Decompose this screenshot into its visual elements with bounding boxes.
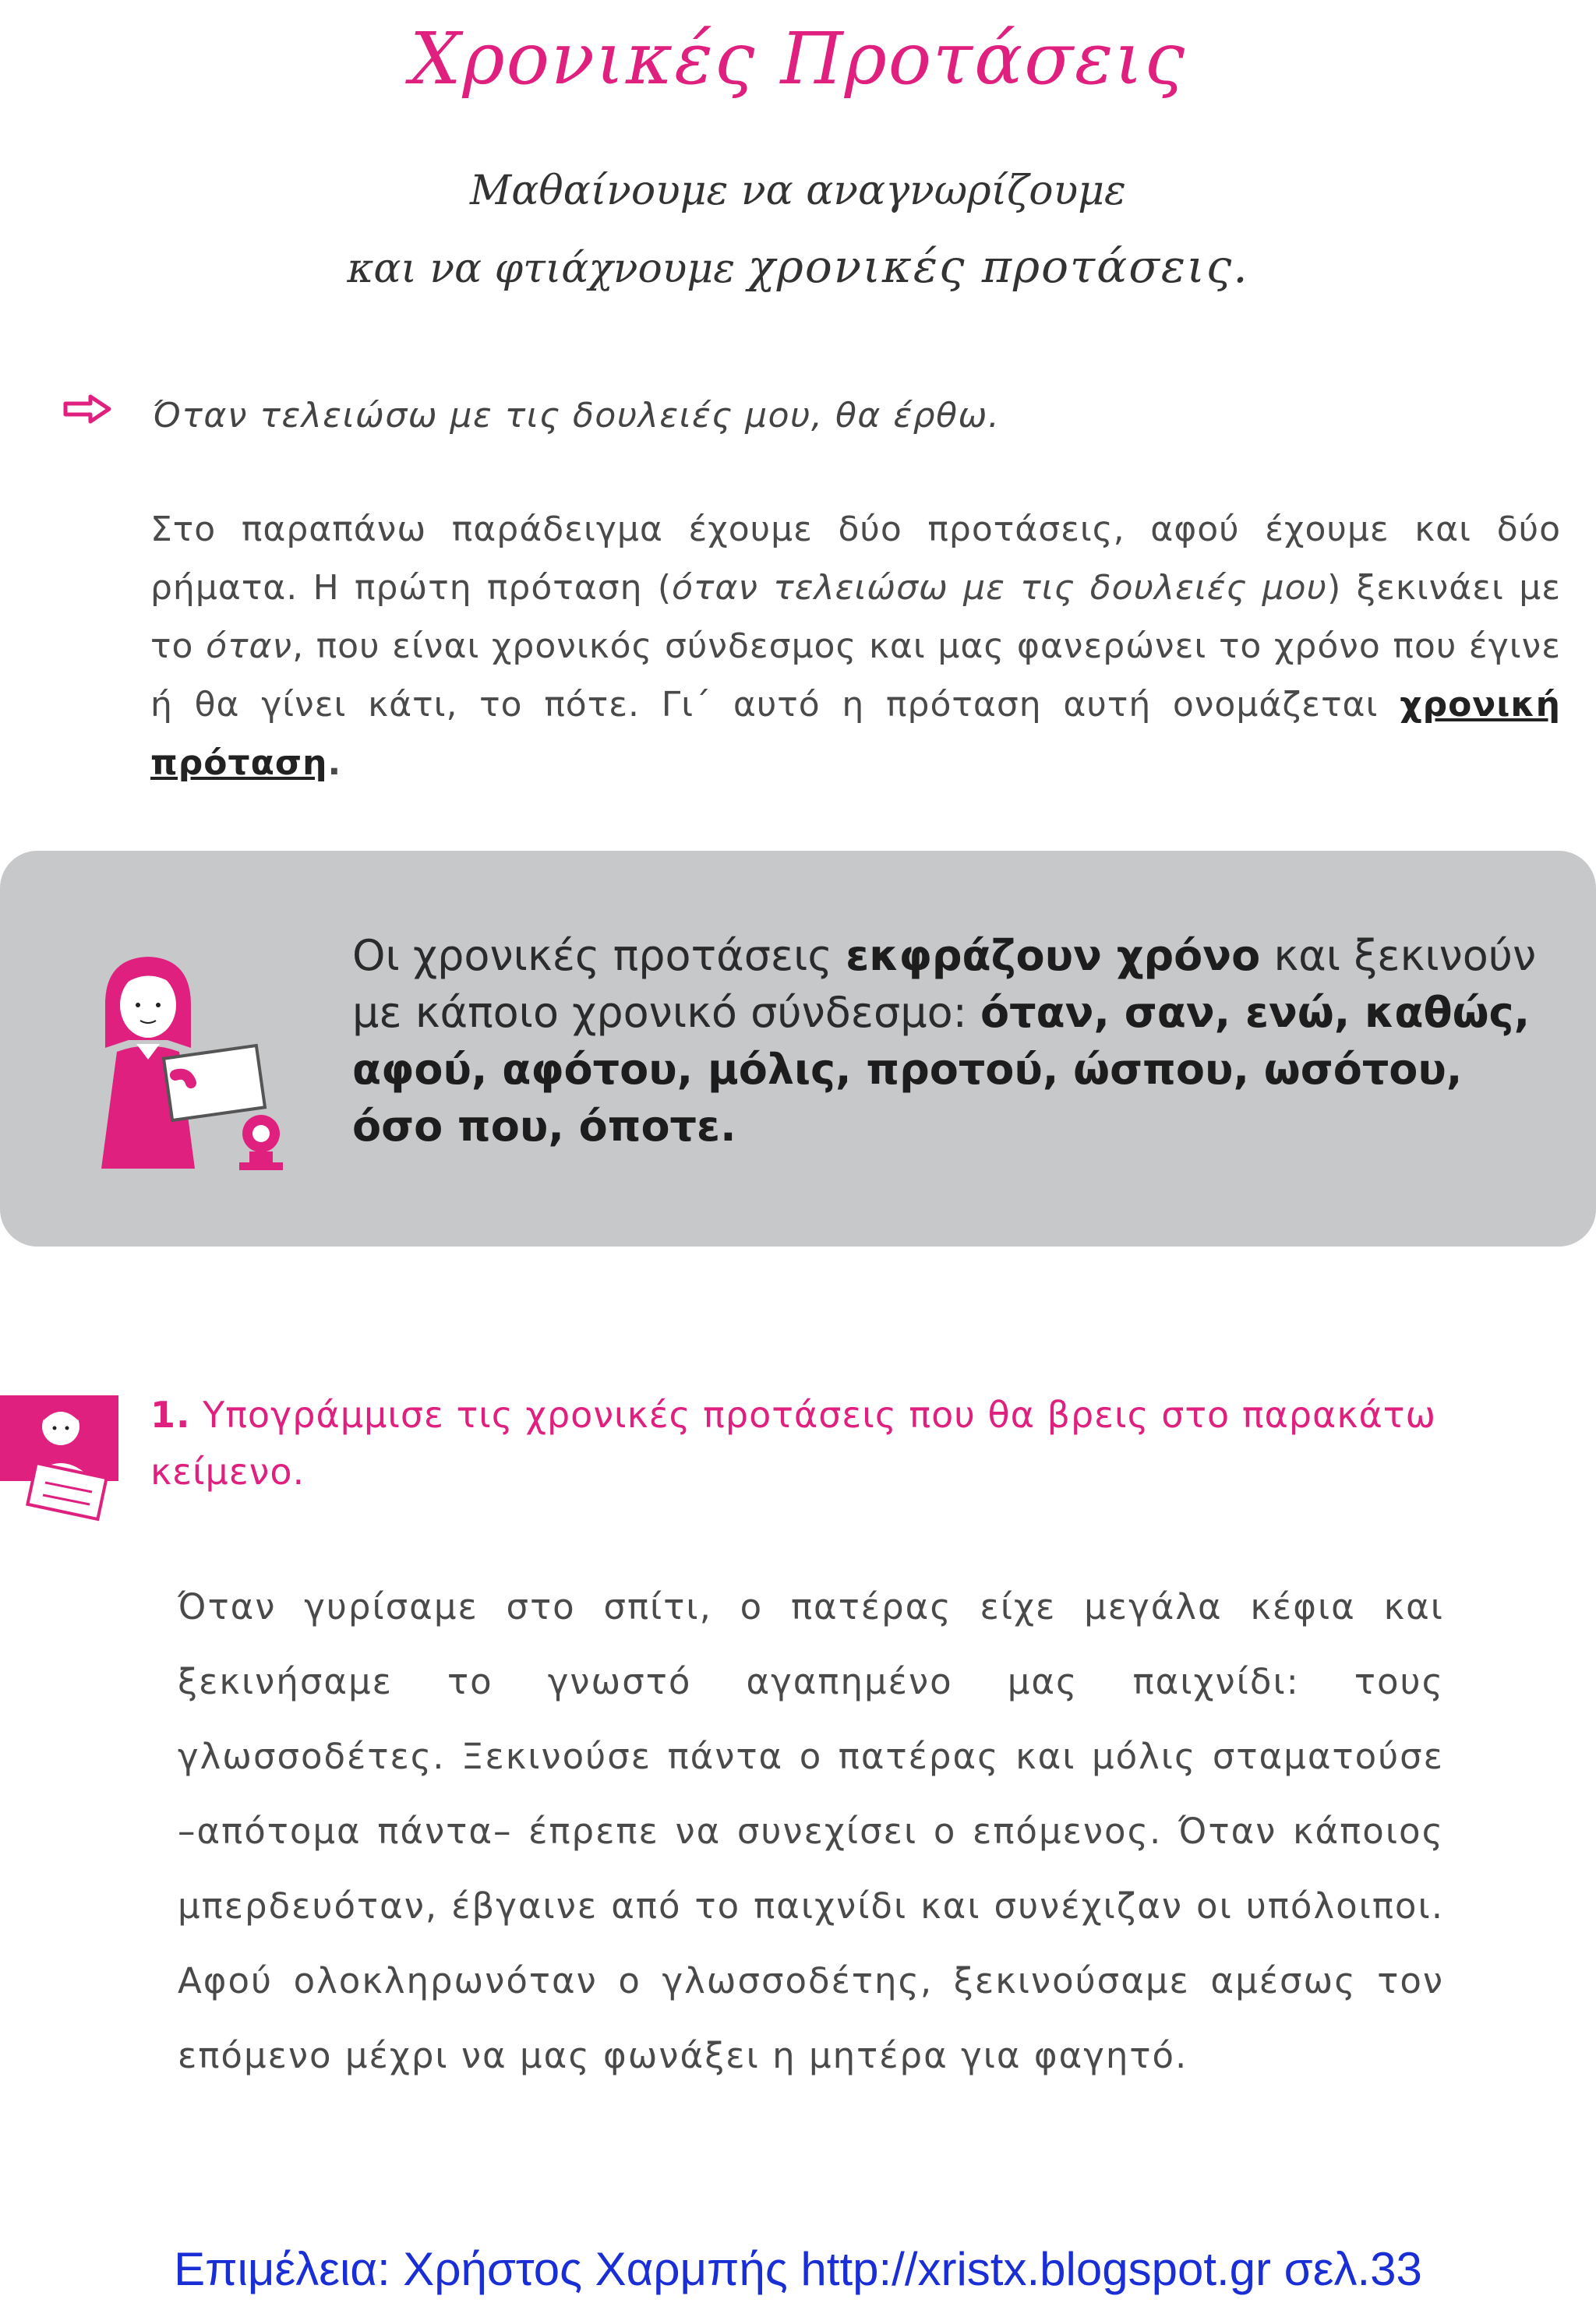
subtitle-line-2-start: και να φτιάχνουμε [347, 245, 748, 292]
explanation-text: , που είναι χρονικός σύνδεσμος και μας φανερώνει το χρόνο που έγινε ή θα γίνει κάτι, το πότε. Γι΄ αυτό η πρόταση αυτή ονομάζεται [150, 626, 1561, 725]
girl-illustration [74, 943, 308, 1176]
subtitle-emphasis: χρονικές προτάσεις. [747, 240, 1249, 293]
explanation-text: Στο παραπάνω παράδειγμα έχουμε δύο προτάσεις, αφού έχουμε και δύο ρήματα. Η πρώτη πρόταση ( [150, 510, 1561, 608]
rule-text-start: Οι χρονικές προτάσεις [352, 931, 846, 980]
rule-text-middle: και ξεκινούν με κάποιο χρονικό σύνδεσμο: [352, 931, 1537, 1037]
page-title: Χρονικές Προτάσεις [410, 17, 1186, 101]
footer-credit: Επιμέλεια: Χρήστος Χαρμπής http://xristx.blogspot.gr σελ.33 [174, 2243, 1422, 2295]
exercise-number: 1. [150, 1394, 191, 1436]
student-writing-icon [0, 1389, 125, 1522]
exercise-passage: Όταν γυρίσαμε στο σπίτι, ο πατέρας είχε μεγάλα κέφια και ξεκινήσαμε το γνωστό αγαπημένο μας παιχνίδι: τους γλωσσοδέτες. Ξεκινούσε πάντα ο πατέρας και μόλις σταματούσε –απότομα πάντα– έπρεπε να συνεχίσει ο επόμενος. Όταν κάποιος μπερδευόταν, έβγαινε από το παιχνίδι και συνέχιζαν οι υπόλοιποι. Αφού ολοκληρωνόταν ο γλωσσοδέτης, ξεκινούσαμε αμέσως τον επόμενο μέχρι να μας φωνάξει η μητέρα για φαγητό. [178, 1586, 1444, 2076]
exercise-instruction [150, 1387, 1565, 1501]
explanation-paragraph [150, 500, 1561, 792]
example-sentence: Όταν τελειώσω με τις δουλειές μου, θα έρθω. [152, 396, 1001, 436]
explanation-text: ) ξεκινάει με το [150, 568, 1562, 666]
subtitle-line-1: Μαθαίνουμε να αναγνωρίζουμε [470, 168, 1126, 214]
rule-emphasis: εκφράζουν χρόνο [846, 931, 1261, 980]
key-term: χρονική πρόταση [150, 685, 1561, 783]
conjunctions-list: όταν, σαν, ενώ, καθώς, αφού, αφότου, μόλις, προτού, ώσπου, ωσότου, όσο που, όποτε. [352, 988, 1531, 1151]
exercise-instruction-text: Υπογράμμισε τις χρονικές προτάσεις που θα βρεις στο παρακάτω κείμενο. [150, 1394, 1437, 1493]
arrow-right-icon [62, 393, 112, 425]
explanation-end: . [327, 743, 342, 783]
subtitle-line-2 [0, 240, 1596, 293]
rule-text [352, 927, 1564, 1155]
explanation-conjunction: όταν [206, 626, 293, 666]
explanation-example-clause: όταν τελειώσω με τις δουλειές μου [672, 568, 1328, 608]
